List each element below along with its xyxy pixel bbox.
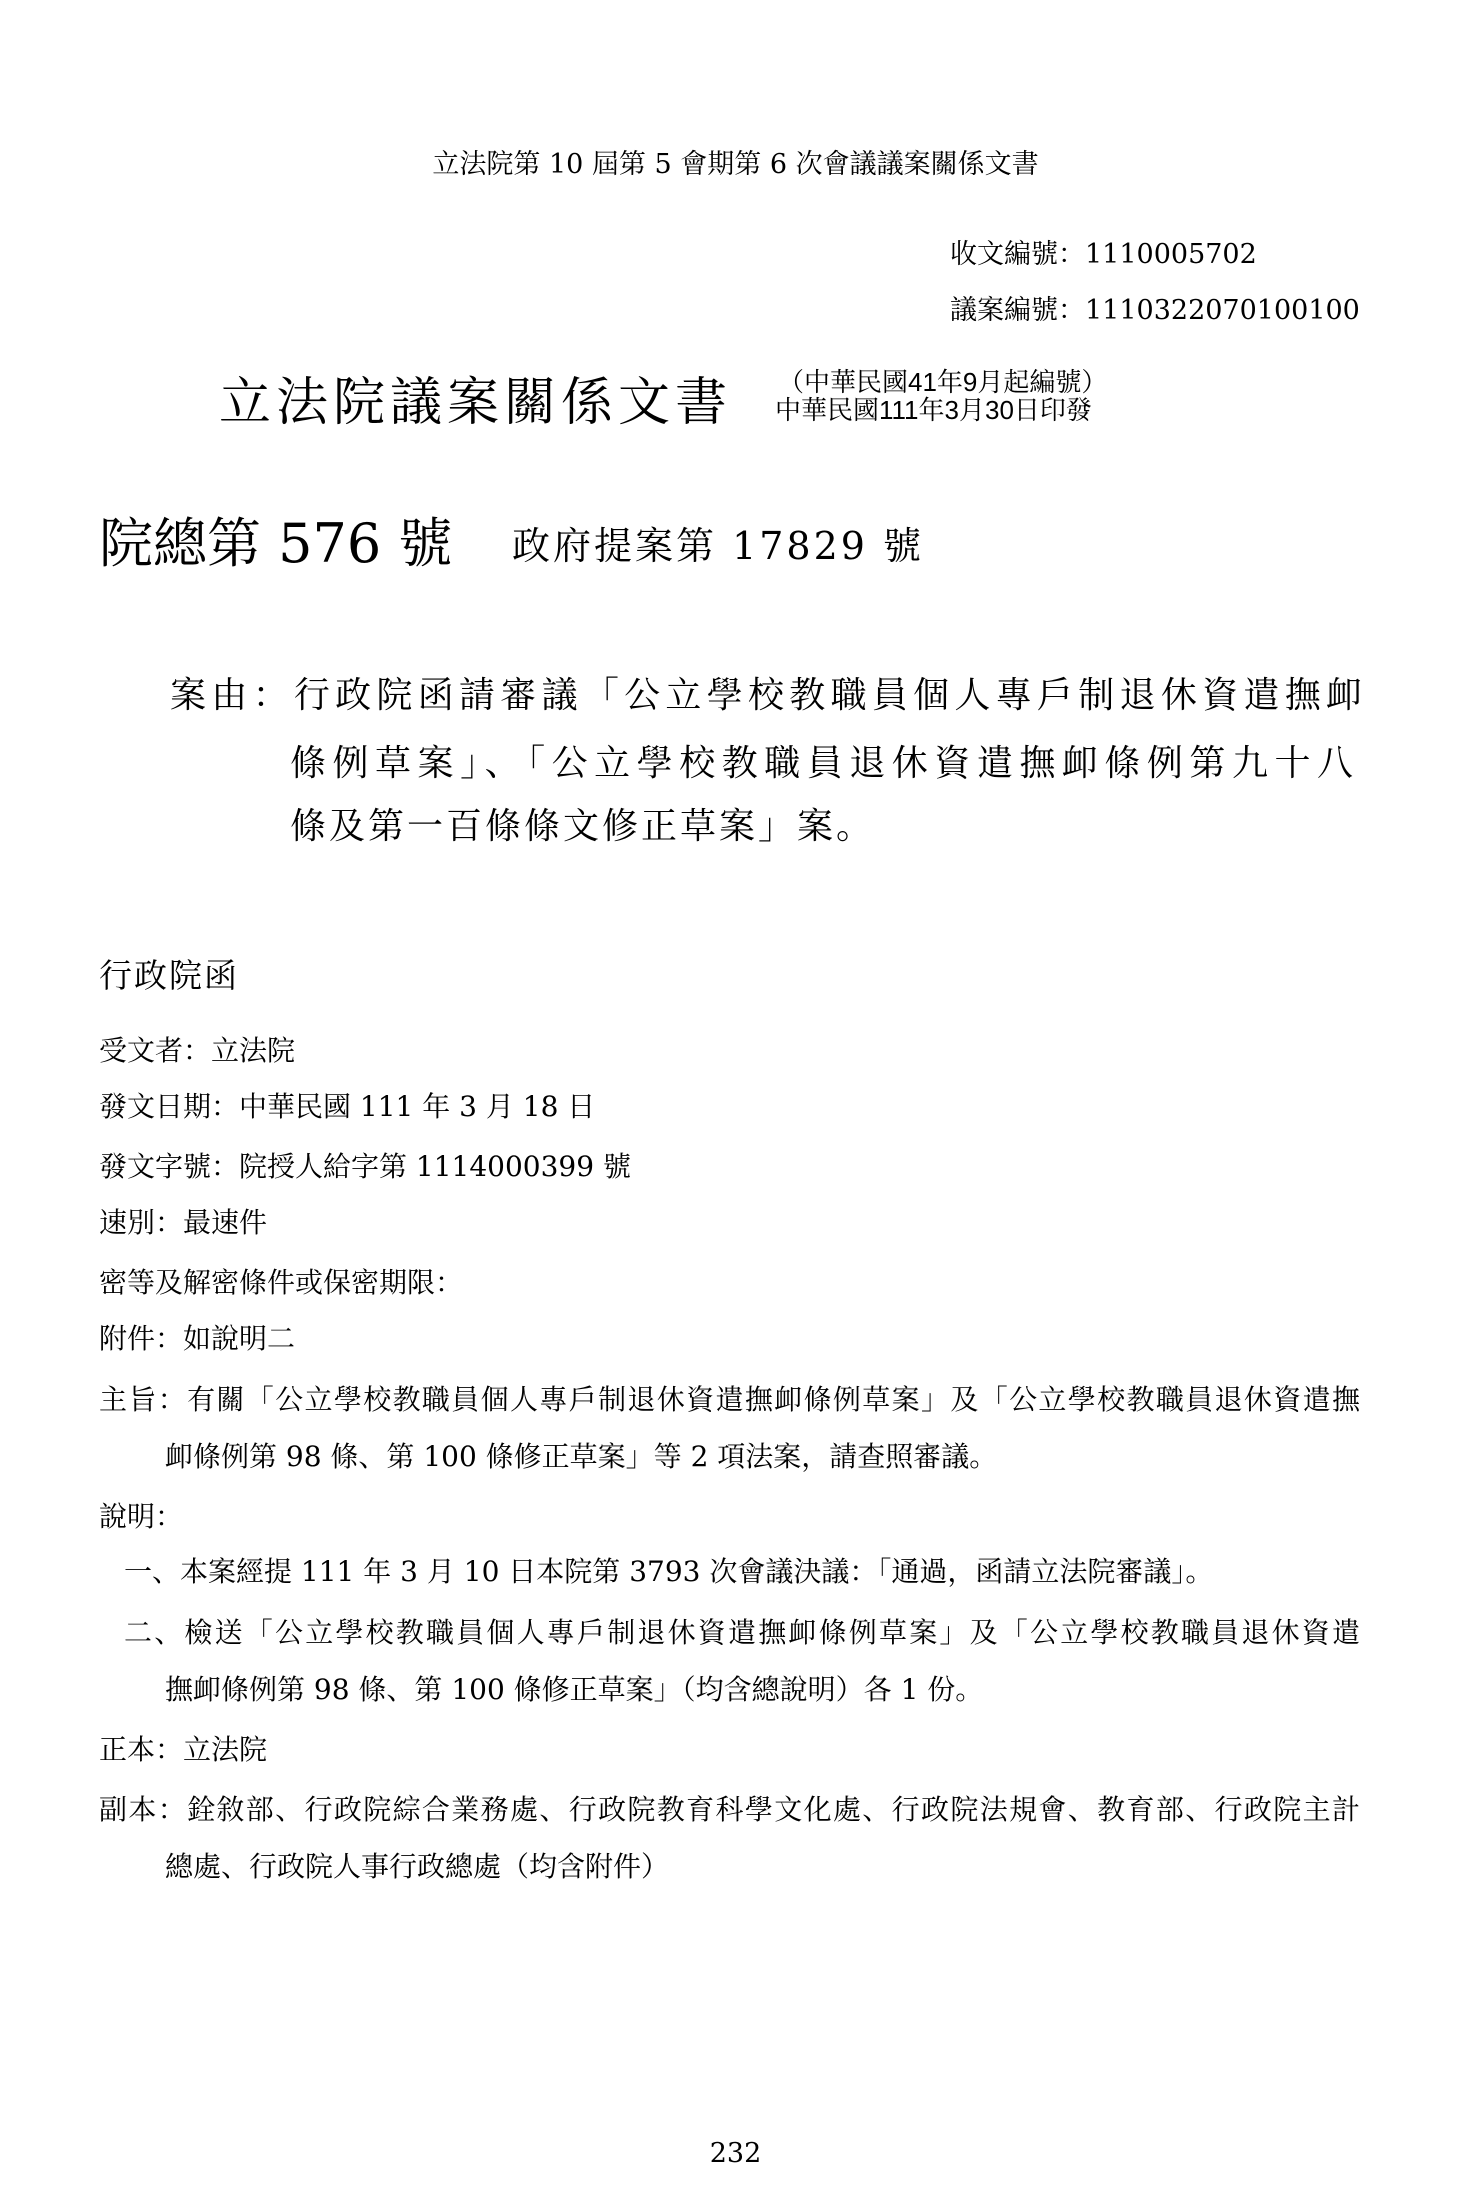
bill-number: 議案編號：1110322070100100 [950,295,1360,326]
subject-line: 案由：行政院函請審議「公立學校教職員個人專戶制退休資遣撫卹 [170,675,1365,716]
government-proposal-number: 政府提案第 17829 號 [512,524,925,568]
letter-heading: 行政院函 [99,956,239,995]
attachment: 附件：如說明二 [99,1322,296,1355]
print-date: 中華民國111年3月30日印發 [775,395,1092,425]
session-title: 立法院第 10 屆第 5 會期第 6 次會議議案關係文書 [432,149,1039,180]
explanation-line: 撫卹條例第 98 條、第 100 條修正草案」（均含總說明）各 1 份。 [165,1673,984,1706]
issue-reference: 發文字號：院授人給字第 1114000399 號 [99,1150,631,1183]
recipient: 受文者：立法院 [99,1034,296,1067]
bill-total-number: 院總第 576 號 [99,512,453,575]
explanation-label: 說明： [99,1500,184,1533]
explanation-line: 二、檢送「公立學校教職員個人專戶制退休資遣撫卹條例草案」及「公立學校教職員退休資遣 [124,1616,1360,1649]
page-number: 232 [709,2138,762,2169]
explanation-line: 一、本案經提 111 年 3 月 10 日本院第 3793 次會議決議：「通過，函請立法院審議」。 [124,1555,1214,1588]
subject-line: 條例草案」、「公立學校教職員退休資遣撫卹條例第九十八 [290,743,1356,784]
classification: 密等及解密條件或保密期限： [99,1266,464,1299]
document-title: 立法院議案關係文書 [219,373,733,433]
issue-date: 發文日期：中華民國 111 年 3 月 18 日 [99,1090,596,1123]
purport-line: 主旨：有關「公立學校教職員個人專戶制退休資遣撫卹條例草案」及「公立學校教職員退休資遣撫 [99,1383,1360,1416]
original-copy: 正本：立法院 [99,1733,268,1766]
purport-line: 卹條例第 98 條、第 100 條修正草案」等 2 項法案，請查照審議。 [165,1440,998,1473]
numbering-note: （中華民國41年9月起編號） [778,367,1108,397]
copies-line: 總處、行政院人事行政總處（均含附件） [165,1850,670,1883]
subject-line: 條及第一百條條文修正草案」案。 [290,806,876,847]
delivery-speed: 速別：最速件 [99,1206,268,1239]
copies-line: 副本：銓敘部、行政院綜合業務處、行政院教育科學文化處、行政院法規會、教育部、行政院主計 [99,1793,1360,1826]
receipt-number: 收文編號：1110005702 [950,239,1257,270]
